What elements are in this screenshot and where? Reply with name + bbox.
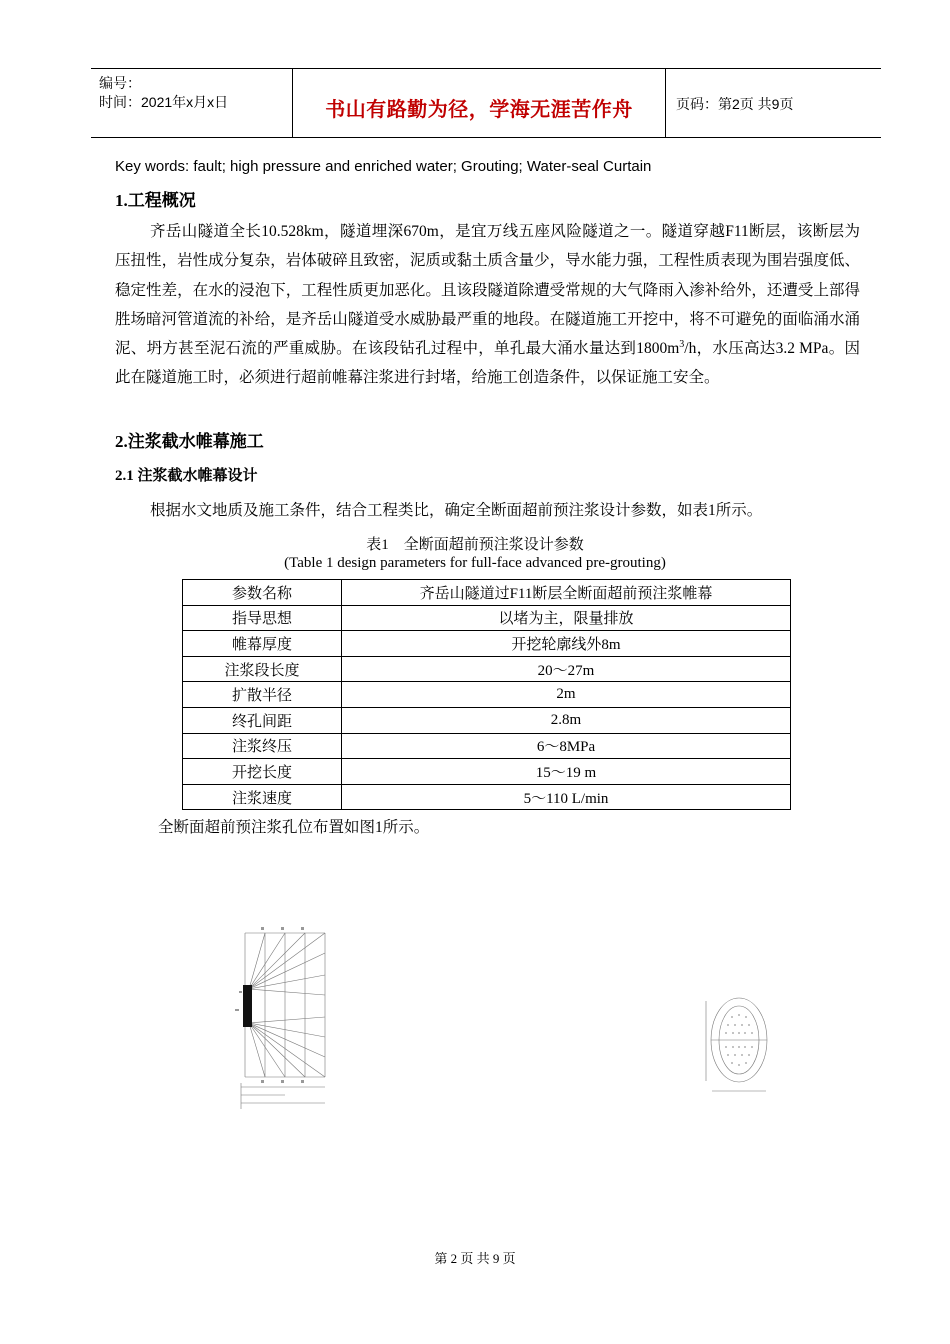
table-cell-key: 开挖长度 [183,759,342,785]
keywords-label: Key words: [115,158,190,175]
design-parameters-table [182,579,791,810]
table-cell-key: 注浆速度 [183,784,342,810]
table-cell-value: 以堵为主，限量排放 [342,605,791,631]
table-cell-value: 15～19 m [342,759,791,785]
table-row [183,759,791,785]
table-caption-cn: 表1 全断面超前预注浆设计参数 [366,537,584,553]
table-row [183,631,791,657]
header-motto: 书山有路勤为径，学海无涯苦作舟 [325,99,633,121]
section-1-text-b: /h，水压高达3.2 MPa。因此在隧道施工时，必须进行超前帷幕注浆进行封堵，给施工创造条件，以保证施工安全。 [115,340,861,387]
table-row [183,580,791,606]
superscript-3: 3 [679,339,685,351]
table-cell-key: 帷幕厚度 [183,631,342,657]
table-cell-key: 指导思想 [183,605,342,631]
table-cell-value: 6～8MPa [342,733,791,759]
document-time: 时间：2021年x月x日 [99,94,229,110]
table-cell-value: 2m [342,682,791,708]
table-cell-value: 5～110 L/min [342,784,791,810]
table-cell-value: 2.8m [342,707,791,733]
table-cell-value: 齐岳山隧道过F11断层全断面超前预注浆帷幕 [342,580,791,606]
table-cell-key: 终孔间距 [183,707,342,733]
header-info-cell [91,69,293,137]
section-1-paragraph [115,217,860,393]
section-2-1-intro: 根据水文地质及施工条件，结合工程类比，确定全断面超前预注浆设计参数，如表1所示。 [150,502,763,519]
figure-reference-line: 全断面超前预注浆孔位布置如图1所示。 [158,819,430,836]
table-caption-en: (Table 1 design parameters for full-face advanced pre-grouting) [284,555,666,571]
table-row [183,733,791,759]
header-page-number: 页码：第2页 共9页 [676,96,794,112]
section-2-heading: 2.注浆截水帷幕施工 [115,432,264,451]
table-cell-value: 开挖轮廓线外8m [342,631,791,657]
table-row [183,707,791,733]
grouting-profile-drawing [225,925,340,1115]
table-row [183,784,791,810]
table-cell-key: 扩散半径 [183,682,342,708]
table-row [183,656,791,682]
table-cell-value: 20～27m [342,656,791,682]
header-motto-cell [293,69,666,137]
page-header [91,68,881,138]
section-1-heading: 1.工程概况 [115,191,196,210]
table-row [183,605,791,631]
keywords-text: fault; high pressure and enriched water; Grouting; Water-seal Curtain [189,158,652,175]
table-cell-key: 注浆段长度 [183,656,342,682]
keywords-line [115,158,651,175]
header-page-cell [666,69,881,137]
table-cell-key: 注浆终压 [183,733,342,759]
section-1-text-a: 齐岳山隧道全长10.528km，隧道埋深670m，是宜万线五座风险隧道之一。隧道穿越F11断层，该断层为压扭性，岩性成分复杂，岩体破碎且致密，泥质或黏土质含量少，导水能力强，工程性质表现为围岩强度低、稳定性差，在水的浸泡下，工程性质更加恶化。且该段隧道除遭受常规的大气降雨入渗补给外，还遭受上部得胜场暗河管道流的补给，是齐岳山隧道受水威胁最严重的地段。在隧道施工开挖中，将不可避免的面临涌水涌泥、坍方甚至泥石流的严重威胁。在该段钻孔过程中，单孔最大涌水量达到1800m [115,223,860,358]
document-number: 编号： [99,75,141,91]
page-footer: 第 2 页 共 9 页 [434,1251,516,1266]
section-2-1-heading: 2.1 注浆截水帷幕设计 [115,468,258,484]
table-row [183,682,791,708]
table-cell-key: 参数名称 [183,580,342,606]
grouting-cross-section-drawing [702,995,777,1100]
